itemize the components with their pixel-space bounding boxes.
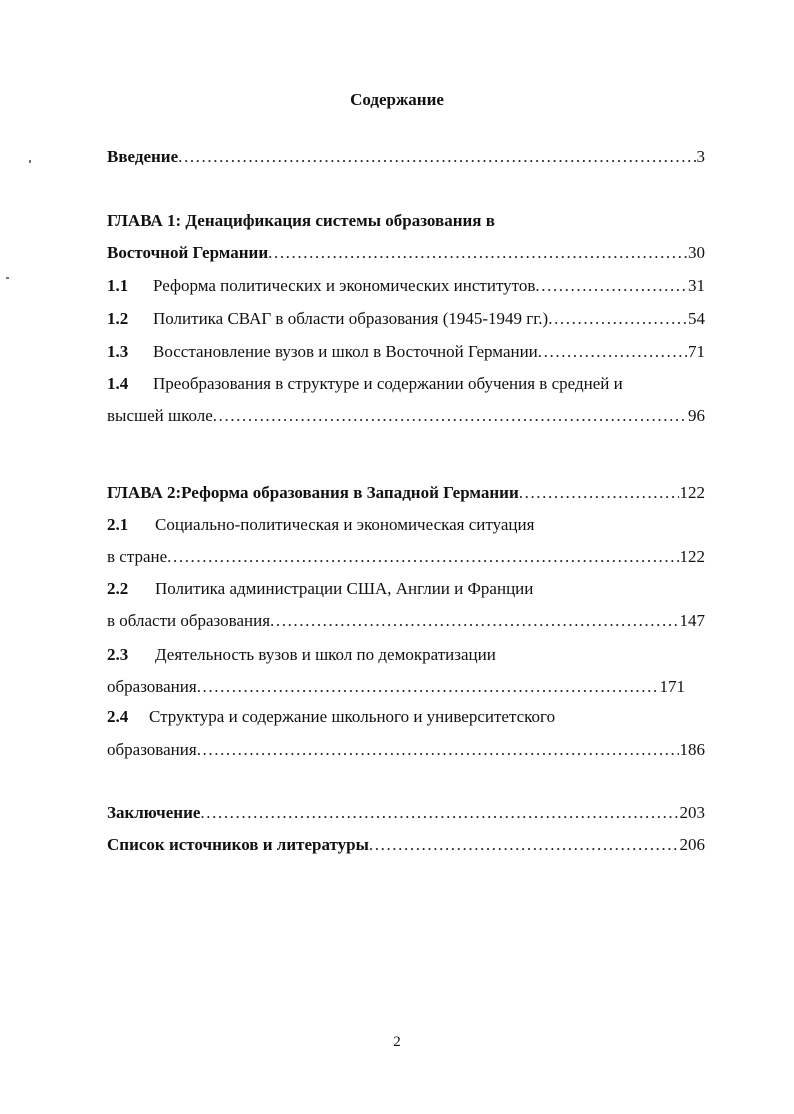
scan-speck: [6, 277, 9, 279]
toc-entry-section-cont: [107, 610, 705, 632]
toc-page: 122: [679, 547, 705, 566]
toc-label: Список источников и литературы: [107, 835, 369, 854]
section-number: 1.2: [107, 309, 129, 328]
scan-speck: [29, 160, 31, 163]
toc-entry-intro: [107, 146, 705, 168]
toc-entry-chapter1: [107, 242, 705, 264]
toc-page: 71: [688, 342, 705, 361]
toc-page: 186: [679, 740, 705, 759]
toc-page: 31: [688, 276, 705, 295]
section-number: 2.2: [107, 579, 129, 598]
toc-entry-section: [107, 578, 705, 600]
toc-label: Деятельность вузов и школ по демократизации: [155, 645, 496, 664]
toc-leader: [538, 341, 687, 363]
toc-label: образования: [107, 677, 197, 696]
toc-label: Структура и содержание школьного и университетского: [149, 707, 556, 726]
toc-entry-section: [107, 308, 705, 330]
toc-label: Преобразования в структуре и содержании обучения в средней и: [153, 374, 623, 393]
toc-page: 171: [659, 677, 685, 696]
toc-page: 147: [679, 611, 705, 630]
toc-label: образования: [107, 740, 197, 759]
toc-leader: [178, 146, 695, 168]
page-number: 2: [393, 1034, 401, 1050]
section-number: 2.1: [107, 515, 129, 534]
toc-label: ГЛАВА 1: Денацификация системы образования в: [107, 211, 495, 230]
section-number: 2.4: [107, 707, 129, 726]
toc-label: Социально-политическая и экономическая ситуация: [155, 515, 535, 534]
toc-entry-section-cont: [107, 739, 705, 761]
section-number: 1.1: [107, 276, 129, 295]
toc-label: Восточной Германии: [107, 243, 269, 262]
toc-label: высшей школе: [107, 406, 213, 425]
section-number: 2.3: [107, 645, 129, 664]
toc-entry-chapter2: [107, 482, 705, 504]
toc-label: в области образования: [107, 611, 271, 630]
toc-label: Реформа политических и экономических институтов: [153, 276, 536, 295]
toc-label: Введение: [107, 147, 179, 166]
toc-label: Политика администрации США, Англии и Франции: [155, 579, 534, 598]
toc-page: 30: [688, 243, 705, 262]
toc-leader: [270, 610, 678, 632]
page-title: Содержание: [350, 90, 444, 109]
toc-chapter1-heading: [107, 210, 705, 232]
toc-page: 3: [696, 147, 705, 166]
toc-page: 206: [679, 835, 705, 854]
toc-leader: [548, 308, 687, 330]
toc-page: 96: [688, 406, 705, 425]
toc-entry-section: [107, 706, 705, 728]
toc-entry-section: [107, 373, 705, 395]
toc-entry-section-cont: [107, 676, 685, 698]
toc-leader: [369, 834, 679, 856]
toc-entry-section: [107, 514, 705, 536]
toc-leader: [268, 242, 687, 264]
toc-entry-section: [107, 644, 705, 666]
toc-entry-section: [107, 341, 705, 363]
toc-leader: [213, 405, 687, 427]
toc-label: ГЛАВА 2:Реформа образования в Западной Германии: [107, 483, 519, 502]
toc-entry-section-cont: [107, 405, 705, 427]
toc-entry-conclusion: [107, 802, 705, 824]
toc-leader: [197, 676, 659, 698]
toc-page: 54: [688, 309, 705, 328]
toc-leader: [535, 275, 687, 297]
toc-page: 203: [679, 803, 705, 822]
toc-entry-bibliography: [107, 834, 705, 856]
toc-leader: [200, 802, 678, 824]
section-number: 1.3: [107, 342, 129, 361]
toc-label: Восстановление вузов и школ в Восточной Германии: [153, 342, 538, 361]
toc-entry-section: [107, 275, 705, 297]
toc-leader: [519, 482, 679, 504]
toc-label: Заключение: [107, 803, 201, 822]
toc-label: Политика СВАГ в области образования (1945-1949 гг.): [153, 309, 549, 328]
toc-label: в стране: [107, 547, 168, 566]
toc-leader: [197, 739, 679, 761]
toc-entry-section-cont: [107, 546, 705, 568]
toc-leader: [167, 546, 678, 568]
toc-page: 122: [679, 483, 705, 502]
section-number: 1.4: [107, 374, 129, 393]
